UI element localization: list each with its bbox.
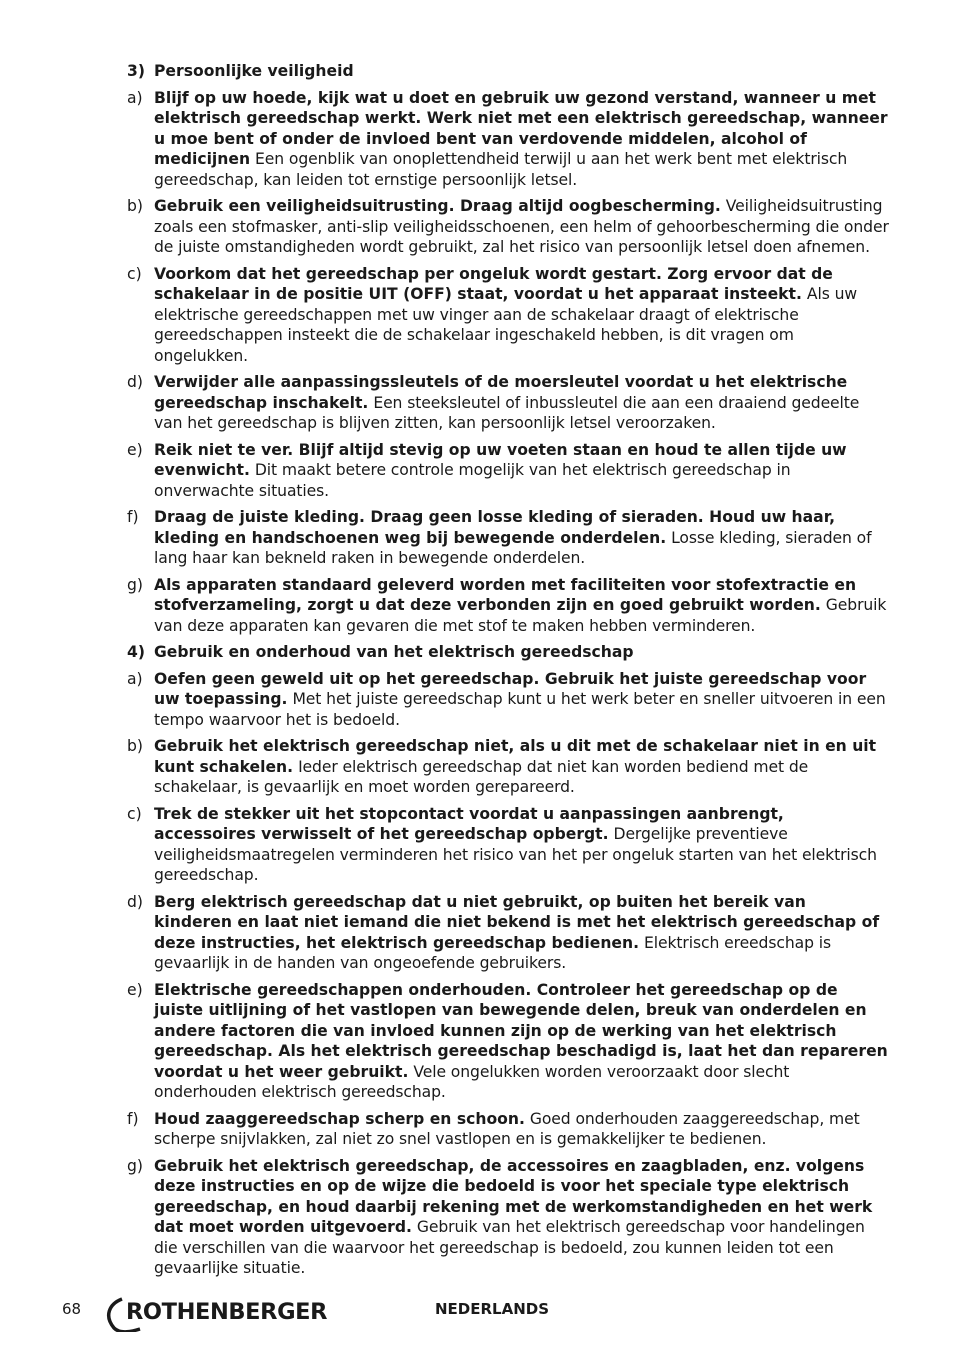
item-normal-text: Vele ongelukken worden veroorzaakt door slecht onderhouden elektrisch gereedschap.: [154, 1062, 790, 1101]
item-letter: c): [127, 804, 142, 823]
item-body: [154, 980, 889, 1103]
list-item: [127, 804, 889, 886]
item-letter: a): [127, 669, 143, 688]
list-item: [127, 575, 889, 637]
list-item: [127, 669, 889, 731]
item-letter: a): [127, 88, 143, 107]
item-bold-text: Draag de juiste kleding. Draag geen losse kleding of sieraden. Houd uw haar, kleding en handschoenen weg bij bewegende onderdelen.: [154, 508, 836, 547]
list-item: [127, 736, 889, 798]
brand-wordmark: ROTHENBERGER: [126, 1299, 328, 1325]
item-bold-text: Blijf op uw hoede, kijk wat u doet en gebruik uw gezond verstand, wanneer u met elektrisch gereedschap werkt. Werk niet met een elektrisch gereedschap, wanneer u moe bent of onder de invloed bent van verdovende middelen, alcohol of medicijnen: [154, 88, 888, 168]
item-letter: f): [127, 508, 139, 526]
item-normal-text: Dit maakt betere controle mogelijk van het elektrisch gereedschap in onverwachte situaties.: [154, 461, 791, 500]
item-bold-text: Verwijder alle aanpassingssleutels of de moersleutel voordat u het elektrische gereedschap inschakelt.: [154, 373, 848, 412]
section-heading: [127, 642, 889, 663]
item-bold-text: Gebruik het elektrisch gereedschap niet, als u dit met de schakelaar niet in en uit kunt schakelen.: [154, 737, 877, 776]
item-letter: e): [127, 980, 143, 999]
item-body: [154, 1109, 889, 1150]
item-bold-text: Gebruik het elektrisch gereedschap, de accessoires en zaagbladen, enz. volgens deze instructies en op de wijze die bedoeld is voor het speciale type elektrisch gereedschap, en houd daarbij rekening met de werkomstandigheden en het werk dat moet worden uitgevoerd.: [154, 1156, 873, 1236]
section-title: Gebruik en onderhoud van het elektrisch gereedschap: [154, 643, 634, 661]
item-body: [154, 1156, 889, 1279]
item-letter: c): [127, 264, 142, 283]
item-letter: b): [127, 197, 143, 215]
language-label: NEDERLANDS: [435, 1300, 550, 1318]
item-normal-text: Gebruik van het elektrisch gereedschap voor handelingen die verschillen van die waarvoor het gereedschap is bedoeld, zou kunnen leiden tot een gevaarlijke situatie.: [154, 1218, 865, 1277]
list-item: [127, 1156, 889, 1279]
item-body: [154, 264, 889, 367]
item-letter: g): [127, 1156, 143, 1175]
item-normal-text: Dergelijke preventieve veiligheidsmaatregelen verminderen het risico van het per ongeluk starten van het elektrisch gereedschap.: [154, 825, 877, 884]
item-normal-text: Gebruik van deze apparaten kan gevaren die met stof te maken hebben verminderen.: [154, 596, 887, 635]
item-normal-text: Een steeksleutel of inbussleutel die aan een draaiend gedeelte van het gereedschap is blijven zitten, kan persoonlijk letsel veroorzaken.: [154, 393, 860, 432]
item-normal-text: Ieder elektrisch gereedschap dat niet kan worden bediend met de schakelaar, is gevaarlijk en moet worden gerepareerd.: [154, 757, 809, 796]
item-body: [154, 892, 889, 974]
item-body: [154, 88, 889, 191]
item-letter: e): [127, 440, 143, 459]
item-normal-text: Een ogenblik van onoplettendheid terwijl u aan het werk bent met elektrisch gereedschap, kan leiden tot ernstige persoonlijk letsel.: [154, 150, 848, 189]
item-body: [154, 736, 889, 798]
item-normal-text: Met het juiste gereedschap kunt u het werk beter en sneller uitvoeren in een tempo waarvoor het is bedoeld.: [154, 690, 886, 729]
list-item: [127, 1109, 889, 1150]
list-item: [127, 196, 889, 258]
item-normal-text: Goed onderhouden zaaggereedschap, met scherpe snijvlakken, zal niet zo snel vastlopen en is gemakkelijker te bedienen.: [154, 1109, 860, 1148]
section-number: 3): [127, 62, 145, 80]
section-heading: [127, 61, 889, 82]
list-item: [127, 88, 889, 191]
page-footer: [0, 1296, 954, 1336]
item-body: [154, 575, 889, 637]
section-number: 4): [127, 643, 145, 661]
item-bold-text: Trek de stekker uit het stopcontact voordat u aanpassingen aanbrengt, accessoires verwisselt of het gereedschap opbergt.: [154, 804, 784, 843]
item-letter: d): [127, 892, 143, 911]
page-number: 68: [62, 1300, 82, 1318]
item-bold-text: Oefen geen geweld uit op het gereedschap. Gebruik het juiste gereedschap voor uw toepassing.: [154, 669, 867, 708]
item-bold-text: Als apparaten standaard geleverd worden met faciliteiten voor stofextractie en stofverzameling, zorgt u dat deze verbonden zijn en goed gebruikt worden.: [154, 575, 857, 614]
item-body: [154, 196, 889, 258]
item-normal-text: Veiligheidsuitrusting zoals een stofmasker, anti-slip veiligheidsschoenen, een helm of gehoorbescherming die onder de juiste omstandigheden wordt gebruikt, zal het risico van persoonlijk letsel doen afnemen.: [154, 197, 889, 256]
list-item: [127, 892, 889, 974]
list-item: [127, 440, 889, 502]
rothenberger-logo: [100, 1296, 350, 1332]
item-bold-text: Reik niet te ver. Blijf altijd stevig op uw voeten staan en houd te allen tijde uw evenwicht.: [154, 440, 847, 479]
item-letter: d): [127, 373, 143, 391]
item-body: [154, 804, 889, 886]
item-body: [154, 440, 889, 502]
main-content: [127, 61, 889, 1285]
item-bold-text: Gebruik een veiligheidsuitrusting. Draag altijd oogbescherming.: [154, 197, 721, 215]
list-item: [127, 507, 889, 569]
item-bold-text: Houd zaaggereedschap scherp en schoon.: [154, 1109, 525, 1128]
item-normal-text: Als uw elektrische gereedschappen met uw vinger aan de schakelaar draagt of elektrische gereedschappen insteekt die de schakelaar ingeschakeld hebben, is dit vragen om ongelukken.: [154, 285, 858, 365]
list-item: [127, 980, 889, 1103]
item-bold-text: Voorkom dat het gereedschap per ongeluk wordt gestart. Zorg ervoor dat de schakelaar in de positie UIT (OFF) staat, voordat u het apparaat insteekt.: [154, 264, 833, 303]
item-letter: g): [127, 575, 143, 594]
item-bold-text: Berg elektrisch gereedschap dat u niet gebruikt, op buiten het bereik van kinderen en laat niet iemand die niet bekend is met het elektrisch gereedschap of deze instructies, het elektrisch gereedschap bedienen.: [154, 892, 880, 952]
section-title: Persoonlijke veiligheid: [154, 62, 354, 80]
item-bold-text: Elektrische gereedschappen onderhouden. Controleer het gereedschap op de juiste uitlijning of het vastlopen van bewegende delen, breuk van onderdelen en andere factoren die van invloed kunnen zijn op de werking van het elektrisch gereedschap. Als het elektrisch gereedschap beschadigd is, laat het dan repareren voordat u het weer gebruikt.: [154, 980, 888, 1081]
item-letter: f): [127, 1109, 139, 1128]
list-item: [127, 372, 889, 434]
list-item: [127, 264, 889, 367]
item-normal-text: Losse kleding, sieraden of lang haar kan bekneld raken in bewegende onderdelen.: [154, 528, 872, 567]
item-body: [154, 669, 889, 731]
item-body: [154, 507, 889, 569]
item-normal-text: Elektrisch ereedschap is gevaarlijk in de handen van ongeoefende gebruikers.: [154, 933, 832, 972]
item-body: [154, 372, 889, 434]
item-letter: b): [127, 737, 143, 755]
